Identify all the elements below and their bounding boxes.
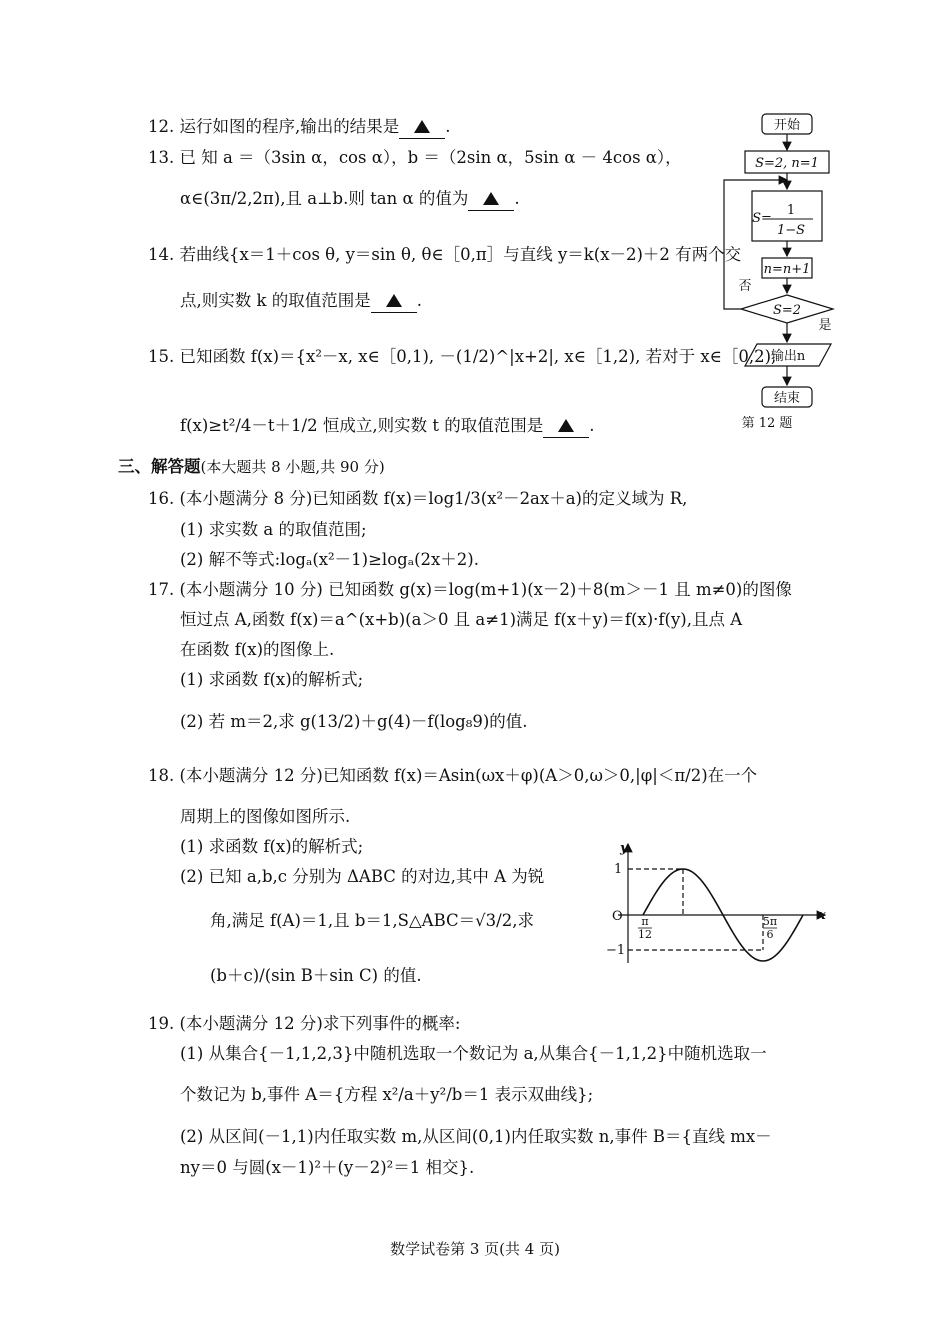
q17-part1: (1) 求函数 f(x)的解析式;	[180, 670, 364, 689]
flow-output: 输出n	[770, 349, 806, 364]
q13-answer-blank[interactable]	[468, 188, 514, 211]
graph-x-tick1-num: π	[641, 915, 649, 928]
q18-part2b: 角,满足 f(A)＝1,且 b＝1,S△ABC＝√3/2,求	[210, 911, 534, 930]
triangle-icon	[386, 294, 402, 307]
q19-line1: 19. (本小题满分 12 分)求下列事件的概率:	[148, 1014, 461, 1033]
q13-line2	[180, 188, 520, 211]
q15-line1: 15. 已知函数 f(x)＝{x²－x, x∈［0,1), －(1/2)^|x+2|, x∈［1,2), 若对于 x∈［0,2),	[148, 347, 777, 366]
q14-line1: 14. 若曲线{x＝1＋cos θ, y＝sin θ, θ∈［0,π］与直线 y＝k(x－2)＋2 有两个交	[148, 245, 742, 264]
q15-line2	[180, 415, 594, 438]
q18-part2a: (2) 已知 a,b,c 分别为 ΔABC 的对边,其中 A 为锐	[180, 867, 545, 886]
q18-part2c: (b＋c)/(sin B＋sin C) 的值.	[210, 966, 422, 985]
flow-start: 开始	[773, 118, 801, 133]
q13-line1: 13. 已 知 a ＝（3sin α，cos α），b ＝（2sin α，5sin α － 4cos α），	[148, 148, 682, 167]
graph-x-tick2-num: 5π	[762, 915, 778, 928]
page-footer: 数学试卷第 3 页(共 4 页)	[390, 1240, 560, 1258]
q15-answer-blank[interactable]	[543, 415, 589, 438]
q13-end: .	[514, 189, 520, 208]
triangle-icon	[558, 419, 574, 432]
q12-text: 12. 运行如图的程序,输出的结果是	[148, 117, 400, 136]
flow-incr: n=n+1	[763, 262, 811, 277]
section3-heading	[118, 456, 385, 478]
flowchart	[715, 110, 845, 435]
q14-line2-text: 点,则实数 k 的取值范围是	[180, 291, 371, 310]
q17-line2: 恒过点 A,函数 f(x)＝a^(x+b)(a＞0 且 a≠1)满足 f(x＋y)＝f(x)·f(y),且点 A	[180, 610, 743, 629]
q18-part1: (1) 求函数 f(x)的解析式;	[180, 837, 364, 856]
q18-line1: 18. (本小题满分 12 分)已知函数 f(x)＝Asin(ωx＋φ)(A＞0,ω＞0,|φ|＜π/2)在一个	[148, 766, 758, 785]
q12-answer-blank[interactable]	[399, 116, 445, 139]
q19-part2b: ny＝0 与圆(x－1)²＋(y－2)²＝1 相交}.	[180, 1158, 475, 1177]
graph-origin: O	[612, 909, 623, 924]
q16-part1: (1) 求实数 a 的取值范围;	[180, 520, 367, 539]
graph-x-tick1-den: 12	[638, 928, 652, 941]
graph-y-min: −1	[606, 943, 626, 958]
graph-x-label: x	[818, 908, 826, 923]
section3-note: (本大题共 8 小题,共 90 分)	[200, 458, 385, 476]
q18-line2: 周期上的图像如图所示.	[180, 807, 351, 826]
flow-end: 结束	[773, 391, 801, 406]
q19-part2a: (2) 从区间(－1,1)内任取实数 m,从区间(0,1)内任取实数 n,事件 B＝{直线 mx－	[180, 1127, 772, 1146]
flow-assign-num: 1	[786, 203, 796, 218]
triangle-icon	[414, 120, 430, 133]
q16-line1: 16. (本小题满分 8 分)已知函数 f(x)＝log1/3(x²－2ax＋a)的定义域为 R,	[148, 489, 688, 508]
q14-answer-blank[interactable]	[371, 290, 417, 313]
flow-assign-den: 1−S	[776, 223, 806, 238]
q14-end: .	[416, 291, 422, 310]
triangle-icon	[483, 192, 499, 205]
q15-end: .	[589, 416, 595, 435]
graph-x-tick2-den: 6	[766, 928, 774, 941]
graph-y-label: y	[620, 841, 628, 856]
q13-line2-text: α∈(3π/2,2π),且 a⊥b.则 tan α 的值为	[180, 189, 469, 208]
q17-line1: 17. (本小题满分 10 分) 已知函数 g(x)＝log(m+1)(x－2)＋8(m＞－1 且 m≠0)的图像	[148, 580, 792, 599]
flow-no-label: 否	[738, 279, 752, 294]
q12-end: .	[445, 117, 451, 136]
q14-line2	[180, 290, 422, 313]
flow-yes-label: 是	[818, 318, 832, 333]
flow-assign-left: S=	[752, 211, 772, 226]
flowchart-caption: 第 12 题	[741, 416, 793, 431]
q19-part1b: 个数记为 b,事件 A＝{方程 x²/a＋y²/b＝1 表示双曲线};	[180, 1085, 594, 1104]
flow-init: S=2, n=1	[755, 156, 819, 171]
flow-cond: S=2	[772, 303, 802, 318]
q17-line3: 在函数 f(x)的图像上.	[180, 640, 335, 659]
graph-y-max: 1	[614, 862, 623, 877]
sine-graph	[600, 838, 840, 968]
q15-line2-text: f(x)≥t²/4－t＋1/2 恒成立,则实数 t 的取值范围是	[180, 416, 544, 435]
q19-part1a: (1) 从集合{－1,1,2,3}中随机选取一个数记为 a,从集合{－1,1,2}中随机选取一	[180, 1044, 767, 1063]
section3-title: 三、解答题	[118, 457, 201, 476]
q16-part2: (2) 解不等式:logₐ(x²－1)≥logₐ(2x＋2).	[180, 550, 479, 569]
q17-part2: (2) 若 m＝2,求 g(13/2)＋g(4)－f(log₈9)的值.	[180, 712, 528, 731]
q12-line	[148, 116, 450, 139]
